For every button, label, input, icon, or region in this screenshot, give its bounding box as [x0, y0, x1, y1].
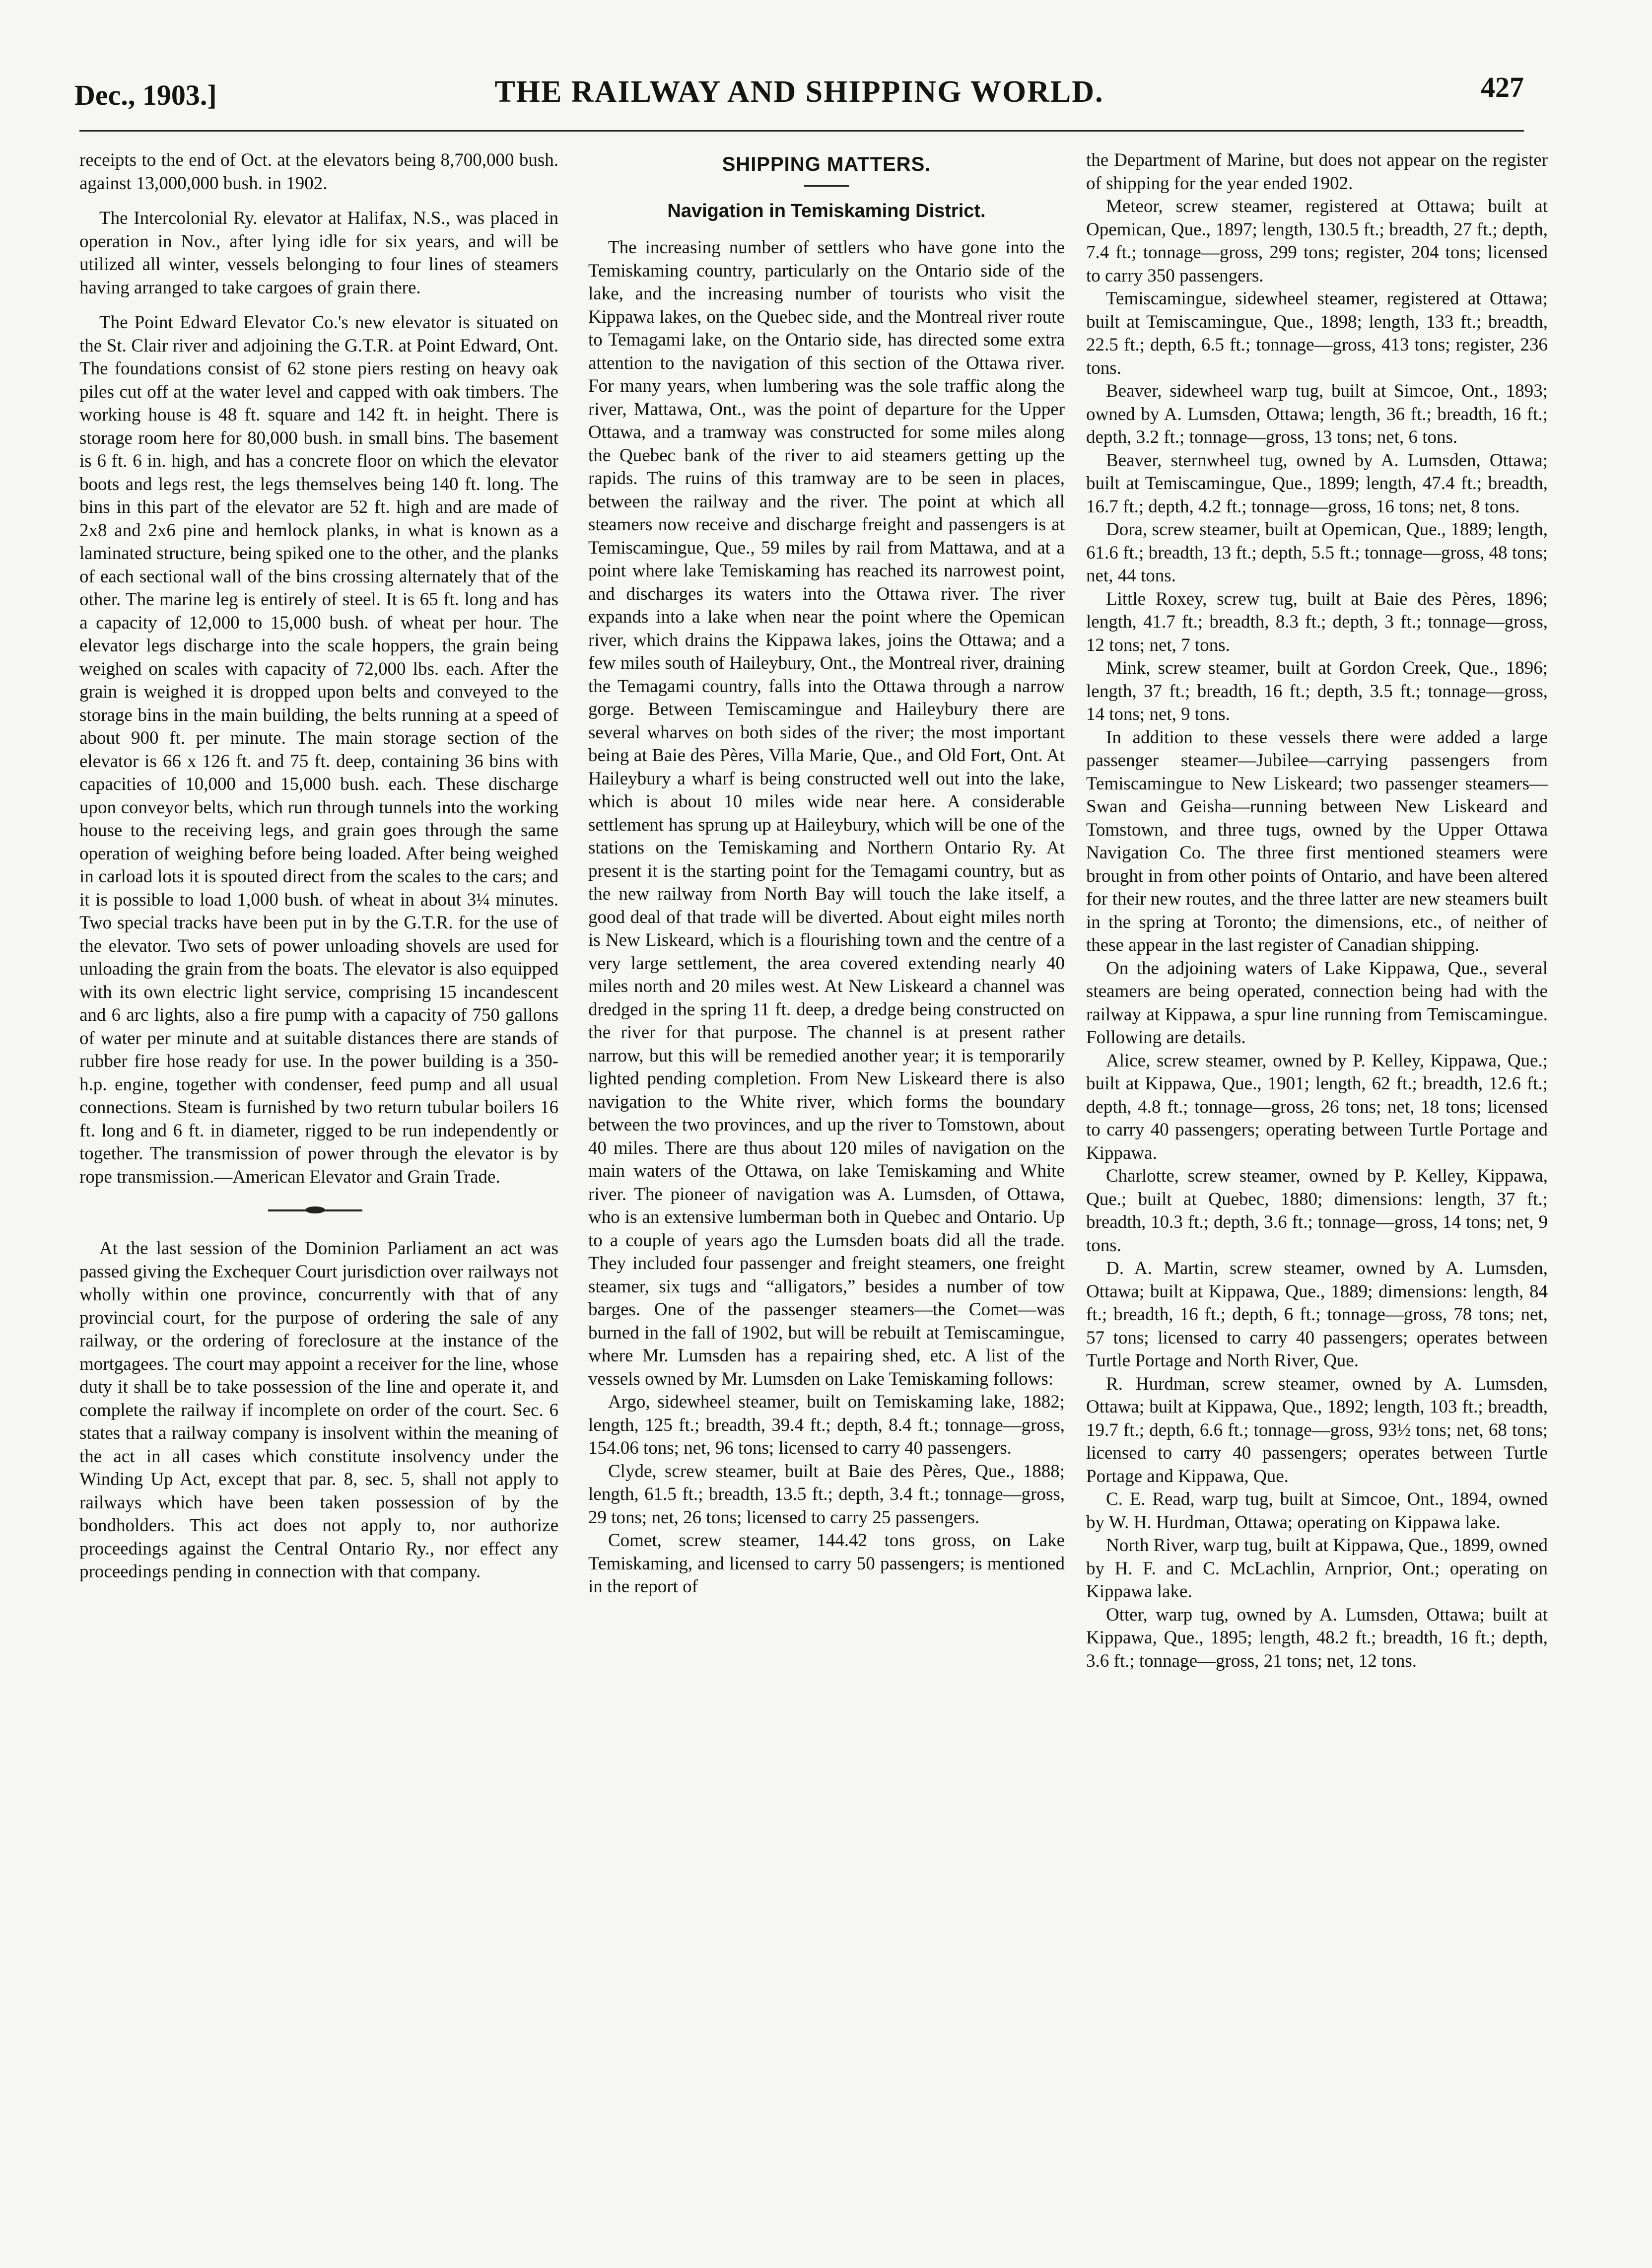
paragraph: Clyde, screw steamer, built at Baie des Pères, Que., 1888; length, 61.5 ft.; breadth, 13.5 ft.; depth, 3.4 ft.; tonnage—gross, 29 tons; net, 26 tons; licensed to carry 25 passengers. — [588, 1461, 1065, 1528]
column-middle — [588, 149, 1065, 1599]
page-header — [74, 60, 1524, 114]
paragraph: R. Hurdman, screw steamer, owned by A. Lumsden, Ottawa; built at Kippawa, Que., 1892; length, 103 ft.; breadth, 19.7 ft.; depth, 6.6 ft.; tonnage—gross, 93½ tons; net, 68 tons; licensed to carry 40 passengers; operates between Turtle Portage and Kippawa, Que. — [1086, 1373, 1548, 1487]
paragraph: In addition to these vessels there were added a large passenger steamer—Jubilee—carrying passengers from Temiscamingue to New Liskeard; two passenger steamers—Swan and Geisha—running between New Liskeard and Tomstown, and three tugs, owned by the Upper Ottawa Navigation Co. The three first mentioned steamers were brought in from other points of Ontario, and have been altered for their new routes, and the three latter are new steamers built in the spring at Toronto; the dimensions, etc., of neither of these appear in the last register of Canadian shipping. — [1086, 727, 1548, 955]
section-title: SHIPPING MATTERS. — [722, 153, 931, 175]
paragraph: Comet, screw steamer, 144.42 tons gross, on Lake Temiskaming, and licensed to carry 50 passengers; is mentioned in the report of — [588, 1530, 1065, 1597]
section-divider — [79, 1201, 558, 1220]
paragraph: Meteor, screw steamer, registered at Ottawa; built at Opemican, Que., 1897; length, 130.5 ft.; breadth, 27 ft.; depth, 7.4 ft.; tonnage—gross, 299 tons; register, 204 tons; licensed to carry 350 passengers. — [1086, 196, 1548, 286]
paragraph: North River, warp tug, built at Kippawa, Que., 1899, owned by H. F. and C. McLachlin, Arnprior, Ont.; operating on Kippawa lake. — [1086, 1535, 1548, 1602]
article-subtitle: Navigation in Temiskaming District. — [667, 200, 986, 221]
paragraph: Dora, screw steamer, built at Opemican, Que., 1889; length, 61.6 ft.; breadth, 13 ft.; depth, 5.5 ft.; tonnage—gross, 48 tons; net, 44 tons. — [1086, 519, 1548, 586]
title-rule — [804, 185, 849, 187]
paragraph: Alice, screw steamer, owned by P. Kelley, Kippawa, Que.; built at Kippawa, Que., 1901; length, 62 ft.; breadth, 12.6 ft.; depth, 4.8 ft.; tonnage—gross, 26 tons; net, 18 tons; licensed to carry 40 passengers; operating between Turtle Portage and Kippawa. — [1086, 1050, 1548, 1163]
paragraph: D. A. Martin, screw steamer, owned by A. Lumsden, Ottawa; built at Kippawa, Que., 1889; dimensions: length, 84 ft.; breadth, 16 ft.; depth, 6 ft.; tonnage—gross, 78 tons; net, 57 tons; licensed to carry 40 passengers; operates between Turtle Portage and North River, Que. — [1086, 1258, 1548, 1371]
paragraph: Charlotte, screw steamer, owned by P. Kelley, Kippawa, Que.; built at Quebec, 1880; dimensions: length, 37 ft.; breadth, 10.3 ft.; depth, 3.6 ft.; tonnage—gross, 14 tons; net, 9 tons. — [1086, 1166, 1548, 1256]
paragraph: receipts to the end of Oct. at the elevators being 8,700,000 bush. against 13,000,000 bush. in 1902. — [79, 150, 558, 194]
paragraph: Little Roxey, screw tug, built at Baie des Pères, 1896; length, 41.7 ft.; breadth, 8.3 ft.; depth, 3 ft.; tonnage—gross, 12 tons; net, 7 tons. — [1086, 588, 1548, 655]
paragraph: C. E. Read, warp tug, built at Simcoe, Ont., 1894, owned by W. H. Hurdman, Ottawa; operating on Kippawa lake. — [1086, 1489, 1548, 1533]
divider-ornament — [305, 1206, 325, 1213]
paragraph: The increasing number of settlers who have gone into the Temiskaming country, particularly on the Ontario side of the lake, and the increasing number of tourists who visit the Kippawa lakes, on the Quebec side, and the Montreal river route to Temagami lake, on the Ontario side, has directed some extra attention to the navigation of this section of the Ottawa river. For many years, when lumbering was the sole traffic along the river, Mattawa, Ont., was the point of departure for the Upper Ottawa, and a tramway was constructed for some miles along the Quebec bank of the river to aid steamers getting up the rapids. The ruins of this tramway are to be seen in places, between the railway and the river. The point at which all steamers now receive and discharge freight and passengers is at Temiscamingue, Que., 59 miles by rail from Mattawa, and at a point where lake Temiskaming has reached its narrowest point, and discharges its waters into the Ottawa river. The river expands into a lake when near the point where the Opemican river, which drains the Kippawa lakes, joins the Ottawa; and a few miles south of Haileybury, Ont., the Montreal river, draining the Temagami country, falls into the Ottawa through a narrow gorge. Between Temiscamingue and Haileybury there are several wharves on both sides of the river; the most important being at Baie des Pères, Villa Marie, Que., and Old Fort, Ont. At Haileybury a wharf is being constructed well out into the lake, which is about 10 miles wide near here. A considerable settlement has sprung up at Haileybury, which will be one of the stations on the Temiskaming and Northern Ontario Ry. At present it is the starting point for the Temagami country, but as the new railway from North Bay will touch the lake itself, a good deal of that trade will be diverted. About eight miles north is New Liskeard, which is a flourishing town and the centre of a very large settlement, the area covered extending nearly 40 miles north and 20 miles west. At New Liskeard a channel was dredged in the spring 11 ft. deep, a dredge being constructed on the river for that purpose. The channel is at present rather narrow, but this will be remedied another year; it is temporarily lighted pending completion. From New Liskeard there is also navigation to the White river, which forms the boundary between the two provinces, and up the river to Tomstown, about 40 miles. There are thus about 120 miles of navigation on the main waters of the Ottawa, on lake Temiskaming and White river. The pioneer of navigation was A. Lumsden, of Ottawa, who is an extensive lumberman both in Quebec and Ontario. Up to a couple of years ago the Lumsden boats did all the trade. They included four passenger and freight steamers, one freight steamer, six tugs and “alligators,” besides a number of tow barges. One of the passenger steamers—the Comet—was burned in the fall of 1902, but will be rebuilt at Temiscamingue, where Mr. Lumsden has a repairing shed, etc. A list of the vessels owned by Mr. Lumsden on Lake Temiskaming follows: — [588, 237, 1065, 1389]
paragraph: At the last session of the Dominion Parliament an act was passed giving the Exchequer Court jurisdiction over railways not wholly within one province, concurrently with that of any provincial court, for the purpose of ordering the sale of any railway, or the ordering of foreclosure at the instance of the mortgagees. The court may appoint a receiver for the line, whose duty it shall be to take possession of the line and operate it, and complete the railway if incomplete on order of the court. Sec. 6 states that a railway company is insolvent within the meaning of the act in all cases which constitute insolvency under the Winding Up Act, except that par. 8, sec. 5, shall not apply to railways which have been taken possession of by the bondholders. This act does not apply to, nor authorize proceedings against the Central Ontario Ry., nor effect any proceedings pending in connection with that company. — [79, 1238, 558, 1582]
paragraph: On the adjoining waters of Lake Kippawa, Que., several steamers are being operated, connection being had with the railway at Kippawa, a spur line running from Temiscamingue. Following are details. — [1086, 958, 1548, 1048]
paragraph: the Department of Marine, but does not appear on the register of shipping for the year ended 1902. — [1086, 150, 1548, 194]
paragraph: Beaver, sternwheel tug, owned by A. Lumsden, Ottawa; built at Temiscamingue, Que., 1899; length, 47.4 ft.; breadth, 16.7 ft.; depth, 4.2 ft.; tonnage—gross, 16 tons; net, 8 tons. — [1086, 450, 1548, 517]
issue-date: Dec., 1903.] — [74, 79, 217, 111]
page-number: 427 — [1481, 71, 1524, 103]
paragraph: Argo, sidewheel steamer, built on Temiskaming lake, 1882; length, 125 ft.; breadth, 39.4 ft.; depth, 8.4 ft.; tonnage—gross, 154.06 tons; net, 96 tons; licensed to carry 40 passengers. — [588, 1392, 1065, 1458]
paragraph: The Intercolonial Ry. elevator at Halifax, N.S., was placed in operation in Nov., after lying idle for six years, and will be utilized all winter, vessels belonging to four lines of steamers having arranged to take cargoes of grain there. — [79, 208, 558, 298]
paragraph: The Point Edward Elevator Co.'s new elevator is situated on the St. Clair river and adjoining the G.T.R. at Point Edward, Ont. The foundations consist of 62 stone piers resting on heavy oak piles cut off at the water level and capped with oak timbers. The working house is 48 ft. square and 142 ft. in height. There is storage room here for 80,000 bush. in small bins. The basement is 6 ft. 6 in. high, and has a concrete floor on which the elevator boots and legs rest, the legs themselves being 140 ft. long. The bins in this part of the elevator are 52 ft. high and are made of 2x8 and 2x6 pine and hemlock planks, in what is known as a laminated structure, being spiked one to the other, and the planks of each sectional wall of the bins crossing alternately that of the other. The marine leg is entirely of steel. It is 65 ft. long and has a capacity of 12,000 to 15,000 bush. of wheat per hour. The elevator legs discharge into the scale hoppers, the grain being weighed on scales with capacity of 72,000 lbs. each. After the grain is weighed it is dropped upon belts and conveyed to the storage bins in the main building, the belts running at a speed of about 900 ft. per minute. The main storage section of the elevator is 66 x 126 ft. and 75 ft. deep, containing 36 bins with capacities of 10,000 and 15,000 bush. each. These discharge upon conveyor belts, which run through tunnels into the working house to the receiving legs, and grain goes through the same operation of weighing before being loaded. After being weighed in carload lots it is spouted direct from the scales to the cars; and it is possible to load 1,000 bush. of wheat in about 3¼ minutes. Two special tracks have been put in by the G.T.R. for the use of the elevator. Two sets of power unloading shovels are used for unloading the grain from the boats. The elevator is also equipped with its own electric light service, comprising 15 incandescent and 6 arc lights, also a fire pump with a capacity of 750 gallons of water per minute and at suitable distances there are stands of rubber fire hose ready for use. In the power building is a 350-h.p. engine, together with condenser, feed pump and all usual connections. Steam is furnished by two return tubular boilers 16 ft. long and 6 ft. in diameter, rigged to be run independently or together. The transmission of power through the elevator is by rope transmission.—American Elevator and Grain Trade. — [79, 312, 558, 1187]
column-left — [79, 149, 558, 1596]
paragraph: Beaver, sidewheel warp tug, built at Simcoe, Ont., 1893; owned by A. Lumsden, Ottawa; length, 36 ft.; breadth, 16 ft.; depth, 3.2 ft.; tonnage—gross, 13 tons; net, 6 tons. — [1086, 381, 1548, 447]
header-rule — [79, 130, 1524, 132]
paragraph: Otter, warp tug, owned by A. Lumsden, Ottawa; built at Kippawa, Que., 1895; length, 48.2 ft.; breadth, 16 ft.; depth, 3.6 ft.; tonnage—gross, 21 tons; net, 12 tons. — [1086, 1604, 1548, 1671]
journal-title: THE RAILWAY AND SHIPPING WORLD. — [494, 75, 1104, 109]
paragraph: Temiscamingue, sidewheel steamer, registered at Ottawa; built at Temiscamingue, Que., 1898; length, 133 ft.; breadth, 22.5 ft.; depth, 6.5 ft.; tonnage—gross, 413 tons; register, 236 tons. — [1086, 288, 1548, 378]
paragraph: Mink, screw steamer, built at Gordon Creek, Que., 1896; length, 37 ft.; breadth, 16 ft.; depth, 3.5 ft.; tonnage—gross, 14 tons; net, 9 tons. — [1086, 658, 1548, 724]
column-right — [1086, 149, 1548, 1673]
